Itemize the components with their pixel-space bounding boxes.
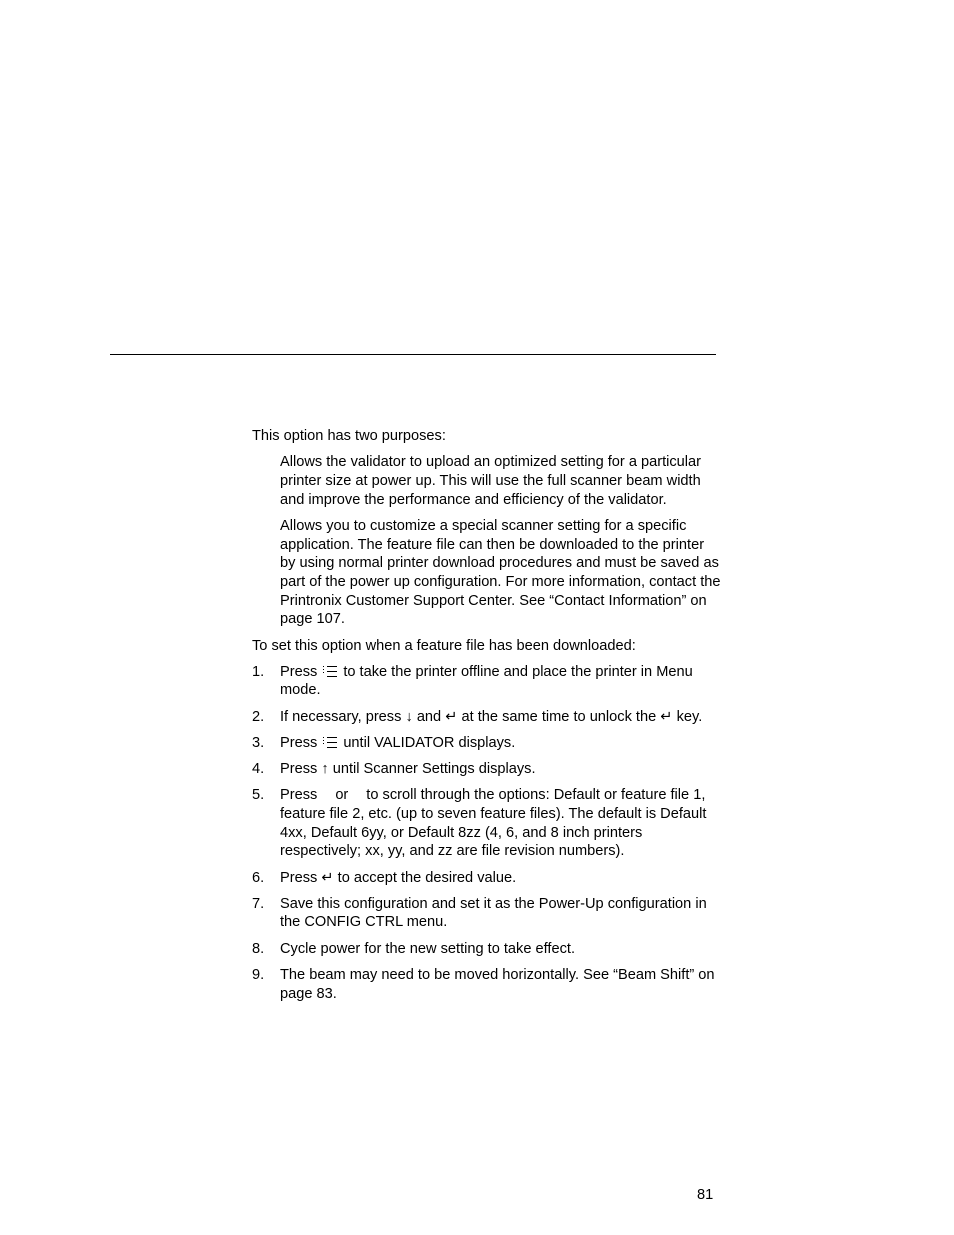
step-text: Press xyxy=(280,761,318,778)
step-item xyxy=(252,663,722,700)
step-text: Press xyxy=(280,869,318,886)
enter-key-icon: ↵ xyxy=(321,869,334,886)
menu-key-icon xyxy=(323,665,337,677)
step-number: 6. xyxy=(252,869,265,886)
step-text: Press xyxy=(280,787,318,804)
step-number: 4. xyxy=(252,761,265,778)
step-text: to take the printer offline and place the printer in Menu mode. xyxy=(280,663,693,699)
step-item xyxy=(252,966,722,1003)
step-text: Press xyxy=(280,734,318,751)
step-text: Cycle power for the new setting to take effect. xyxy=(280,940,576,957)
step-item xyxy=(252,708,722,727)
step-number: 7. xyxy=(252,895,265,912)
step-item xyxy=(252,895,722,932)
step-text: to accept the desired value. xyxy=(337,869,517,886)
step-item xyxy=(252,869,722,888)
step-number: 8. xyxy=(252,940,265,957)
enter-key-icon: ↵ xyxy=(660,708,673,725)
enter-key-icon: ↵ xyxy=(445,708,458,725)
section-body xyxy=(252,427,722,1011)
step-number: 1. xyxy=(252,663,265,680)
step-text: to scroll through the options: Default or feature file 1, feature file 2, etc. (up to seven feature files). The default is Default 4xx, Default 6yy, or Default 8zz (4, 6, and 8 inch printers respectively; xx, yy, and zz are file revision numbers). xyxy=(280,787,707,860)
intro-text: This option has two purposes: xyxy=(252,428,446,444)
procedure-steps xyxy=(252,663,722,1004)
down-arrow-icon: ↓ xyxy=(405,708,413,725)
step-number: 9. xyxy=(252,966,265,983)
step-text: If necessary, press xyxy=(280,708,402,725)
step-text: Save this configuration and set it as the Power-Up configuration in the CONFIG CTRL menu. xyxy=(280,895,707,931)
step-text: The beam may need to be moved horizontally. See “Beam Shift” on page 83. xyxy=(280,966,715,1002)
step-item xyxy=(252,760,722,779)
step-number: 2. xyxy=(252,708,265,725)
step-text: key. xyxy=(676,708,703,725)
step-text: until Scanner Settings displays. xyxy=(332,761,536,778)
step-item xyxy=(252,734,722,753)
step-text: at the same time to unlock the xyxy=(461,708,657,725)
menu-key-icon xyxy=(323,736,337,748)
page-number: 81 xyxy=(697,1187,714,1203)
section-divider xyxy=(110,354,716,355)
step-item xyxy=(252,940,722,959)
step-number: 5. xyxy=(252,787,265,804)
up-arrow-icon: ↑ xyxy=(321,761,329,778)
step-text: and xyxy=(416,708,442,725)
purpose-paragraph: Allows you to customize a special scanner setting for a specific application. The feature file can then be downloaded to the printer by using normal printer download procedures and must be saved as part of the power up configuration. For more information, contact the Printronix Customer Support Center. See “Contact Information” on page 107. xyxy=(280,517,721,628)
step-number: 3. xyxy=(252,734,265,751)
step-text: Press xyxy=(280,663,318,680)
purpose-paragraph: Allows the validator to upload an optimized setting for a particular printer size at power up. This will use the full scanner beam width and improve the performance and efficiency of the validator. xyxy=(280,454,702,508)
step-text: or xyxy=(335,787,349,804)
step-text: until VALIDATOR displays. xyxy=(343,734,516,751)
steps-intro: To set this option when a feature file has been downloaded: xyxy=(252,637,636,654)
step-item xyxy=(252,786,722,861)
